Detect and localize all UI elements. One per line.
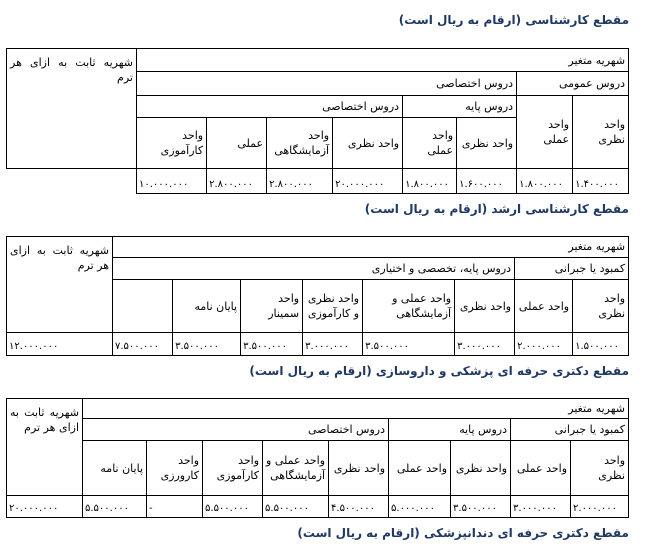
section-heading-medicine: مقطع دکتری حرفه ای پزشکی و داروسازی (ارقام به ریال است) bbox=[249, 364, 629, 378]
value-cell: ۳.۰۰۰.۰۰۰ bbox=[455, 333, 515, 356]
col-internship: واحد کارآموزی bbox=[203, 441, 263, 495]
col-thesis: پایان نامه bbox=[83, 441, 147, 495]
col-basic-theory: واحد نظری bbox=[451, 441, 511, 495]
col-deficit-practical: واحد عملی bbox=[511, 441, 571, 495]
col-core-theory: واحد نظری bbox=[455, 280, 515, 333]
value-cell: ۱.۸۰۰.۰۰۰ bbox=[403, 169, 457, 194]
fixed-tuition-header: شهریه ثابت به ازای هر ترم bbox=[7, 399, 83, 496]
value-cell: ۲.۸۰۰.۰۰۰ bbox=[267, 169, 333, 194]
general-courses-header: دروس عمومی bbox=[517, 72, 629, 95]
section-heading-dentistry: مقطع دکتری حرفه ای دندانپزشکی (ارقام به ریال است) bbox=[297, 526, 629, 540]
value-cell: ۳.۵۰۰.۰۰۰ bbox=[173, 333, 241, 356]
value-cell: ۳.۵۰۰.۰۰۰ bbox=[451, 495, 511, 517]
value-cell: ۱۰.۰۰۰.۰۰۰ bbox=[137, 169, 207, 194]
col-basic-practical: واحد عملی bbox=[403, 118, 457, 169]
col-basic-practical: واحد عملی bbox=[389, 441, 451, 495]
value-cell: ۱.۶۰۰.۰۰۰ bbox=[457, 169, 517, 194]
fixed-value-cell bbox=[7, 169, 137, 194]
section-heading-bachelor: مقطع کارشناسی (ارقام به ریال است) bbox=[398, 13, 629, 27]
col-spec-internship: واحد کارآموزی bbox=[137, 118, 207, 169]
value-cell: ۲.۸۰۰.۰۰۰ bbox=[207, 169, 267, 194]
deficit-courses-header: کمبود یا جبرانی bbox=[515, 257, 629, 280]
col-general-practical: واحد عملی bbox=[517, 95, 573, 169]
value-cell: ۳.۵۰۰.۰۰۰ bbox=[241, 333, 303, 356]
value-cell: ۳.۵۰۰.۰۰۰ bbox=[363, 333, 455, 356]
col-spec-practical-lab: واحد عملی و آزمایشگاهی bbox=[263, 441, 329, 495]
col-externship: واحد کارورزی bbox=[147, 441, 203, 495]
col-core-theory-internship: واحد نظری و کارآموزی bbox=[303, 280, 363, 333]
variable-tuition-header: شهریه متغیر bbox=[83, 399, 629, 419]
value-cell: ۵.۵۰۰.۰۰۰ bbox=[203, 495, 263, 517]
tuition-table-medicine bbox=[6, 398, 629, 518]
section-heading-master: مقطع کارشناسی ارشد (ارقام به ریال است) bbox=[364, 202, 629, 216]
value-cell: - bbox=[147, 495, 203, 517]
value-cell: ۳.۰۰۰.۰۰۰ bbox=[303, 333, 363, 356]
col-basic-theory: واحد نظری bbox=[457, 118, 517, 169]
basic-courses-header: دروس پایه bbox=[389, 419, 511, 441]
core-courses-header: دروس پایه، تخصصی و اختیاری bbox=[113, 257, 515, 280]
value-cell: ۱.۵۰۰.۰۰۰ bbox=[573, 333, 629, 356]
value-cell: ۲۰.۰۰۰.۰۰۰ bbox=[333, 169, 403, 194]
col-deficit-theory: واحد نظری bbox=[573, 280, 629, 333]
tuition-table-master bbox=[6, 236, 629, 356]
value-cell: ۱.۴۰۰.۰۰۰ bbox=[573, 169, 629, 194]
value-cell: ۵.۵۰۰.۰۰۰ bbox=[263, 495, 329, 517]
col-spec-lab: واحد آزمایشگاهی bbox=[267, 118, 333, 169]
spacer-cell bbox=[113, 280, 173, 333]
value-cell: ۱.۸۰۰.۰۰۰ bbox=[517, 169, 573, 194]
variable-tuition-header: شهریه متغیر bbox=[137, 49, 629, 72]
value-cell: ۲.۰۰۰.۰۰۰ bbox=[515, 333, 573, 356]
deficit-courses-header: کمبود یا جبرانی bbox=[511, 419, 629, 441]
col-deficit-practical: واحد عملی bbox=[515, 280, 573, 333]
specialized-group-header: دروس اختصاصی bbox=[137, 72, 517, 95]
variable-tuition-header: شهریه متغیر bbox=[113, 237, 629, 258]
fixed-value-cell: ۱۲.۰۰۰.۰۰۰ bbox=[7, 333, 113, 356]
fixed-value-cell: ۲۰.۰۰۰.۰۰۰ bbox=[7, 495, 83, 517]
col-spec-theory: واحد نظری bbox=[333, 118, 403, 169]
col-thesis: پایان نامه bbox=[173, 280, 241, 333]
value-cell: ۴.۵۰۰.۰۰۰ bbox=[329, 495, 389, 517]
specialized-courses-header: دروس اختصاصی bbox=[83, 419, 389, 441]
value-cell: ۲.۰۰۰.۰۰۰ bbox=[571, 495, 629, 517]
fixed-tuition-header: شهریه ثابت به ازای هر ترم bbox=[7, 237, 113, 333]
value-cell: ۵.۰۰۰.۰۰۰ bbox=[389, 495, 451, 517]
specialized-courses-header: دروس اختصاصی bbox=[137, 95, 403, 117]
value-cell: ۵.۵۰۰.۰۰۰ bbox=[83, 495, 147, 517]
basic-courses-header: دروس پایه bbox=[403, 95, 517, 117]
col-deficit-theory: واحد نظری bbox=[571, 441, 629, 495]
tuition-table-bachelor bbox=[6, 48, 629, 194]
col-seminar: واحد سمینار bbox=[241, 280, 303, 333]
value-cell: ۳.۰۰۰.۰۰۰ bbox=[511, 495, 571, 517]
col-core-practical-lab: واحد عملی و آزمایشگاهی bbox=[363, 280, 455, 333]
fixed-tuition-header: شهریه ثابت به ازای هر ترم bbox=[7, 49, 137, 169]
col-spec-theory: واحد نظری bbox=[329, 441, 389, 495]
col-spec-practical: عملی bbox=[207, 118, 267, 169]
value-cell: ۷.۵۰۰.۰۰۰ bbox=[113, 333, 173, 356]
col-general-theory: واحد نظری bbox=[573, 95, 629, 169]
